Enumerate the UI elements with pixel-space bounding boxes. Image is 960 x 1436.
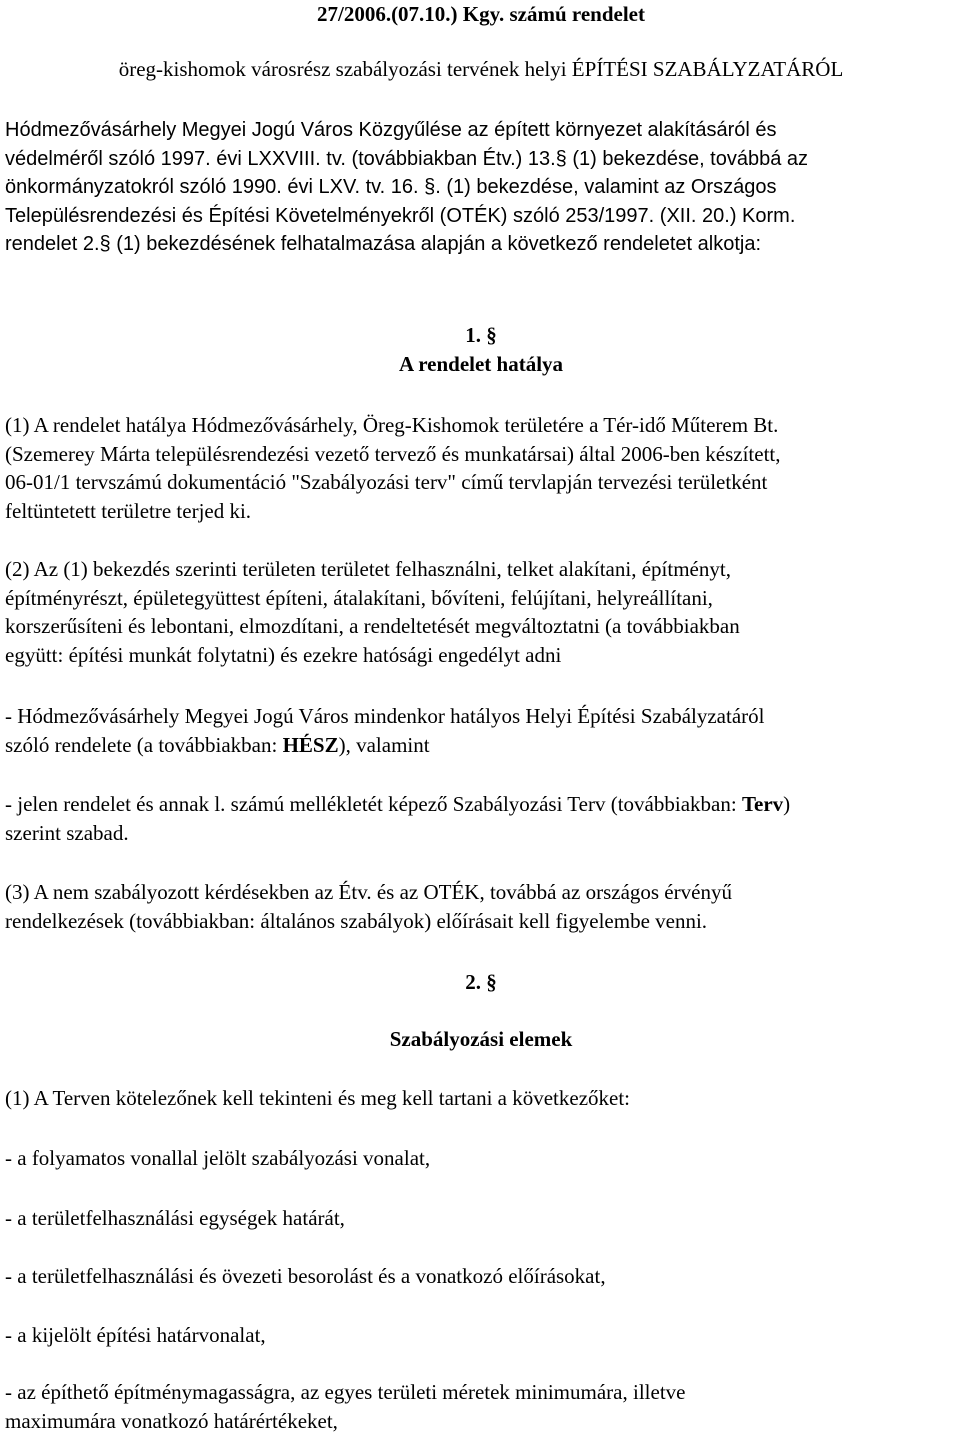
intro-line: Településrendezési és Építési Követelményekről (OTÉK) szóló 253/1997. (XII. 20.) Korm.	[5, 204, 796, 227]
section-1-heading: A rendelet hatálya	[398, 352, 564, 376]
section-1-dash-item-1	[5, 702, 957, 759]
text-line: együtt: építési munkát folytatni) és ezekre hatósági engedélyt adni	[5, 642, 562, 667]
text-line	[5, 731, 957, 760]
section-1-dash-item-2	[5, 790, 957, 847]
text-line: (1) A rendelet hatálya Hódmezővásárhely, Öreg-Kishomok területére a Tér-idő Műterem Bt.	[5, 413, 779, 437]
terv-abbreviation: Terv	[741, 792, 784, 816]
text-line: - Hódmezővásárhely Megyei Jogú Város mindenkor hatályos Helyi Építési Szabályzatáról	[5, 704, 765, 728]
text-fragment: - jelen rendelet és annak l. számú mellékletét képező Szabályozási Terv (továbbiakban:	[5, 792, 742, 816]
hesz-abbreviation: HÉSZ	[282, 732, 339, 757]
text-fragment: szóló rendelete (a továbbiakban:	[5, 732, 283, 757]
text-line: - az építhető építménymagasságra, az egyes területi méretek minimumára, illetve	[5, 1380, 686, 1404]
section-2-number: 2. §	[465, 970, 497, 994]
intro-line: önkormányzatokról szóló 1990. évi LXV. tv. 16. §. (1) bekezdése, valamint az Országos	[5, 176, 777, 198]
document-title: 27/2006.(07.10.) Kgy. számú rendelet	[316, 2, 645, 26]
text-line: építményrészt, épületegyüttest építeni, átalakítani, bővíteni, felújítani, helyreállítani,	[5, 585, 713, 610]
text-line: korszerűsíteni és lebontani, elmozdítani, a rendeltetését megváltoztatni (a továbbiakban	[5, 614, 740, 638]
text-line: feltüntetett területre terjed ki.	[5, 498, 252, 523]
intro-line: rendelet 2.§ (1) bekezdésének felhatalmazása alapján a következő rendeletet alkotja:	[5, 233, 762, 255]
section-1-paragraph-3	[5, 878, 957, 935]
list-item: - a területfelhasználási egységek határát,	[5, 1206, 345, 1230]
text-fragment: )	[783, 792, 791, 816]
intro-line: Hódmezővásárhely Megyei Jogú Város Közgyűlése az épített környezet alakításáról és	[5, 119, 777, 141]
text-line: szerint szabad.	[5, 820, 129, 845]
text-line: rendelkezések (továbbiakban: általános szabályok) előírásait kell figyelembe venni.	[5, 908, 708, 933]
intro-line: védelméről szóló 1997. évi LXXVIII. tv. (továbbiakban Étv.) 13.§ (1) bekezdése, továbbá az	[5, 147, 809, 170]
section-1-number: 1. §	[465, 323, 497, 347]
text-line: (2) Az (1) bekezdés szerinti területen területet felhasználni, telket alakítani, építményt,	[5, 557, 731, 581]
list-item: - a folyamatos vonallal jelölt szabályozási vonalat,	[5, 1146, 431, 1170]
text-fragment: ), valamint	[338, 732, 430, 757]
list-item	[5, 1378, 957, 1435]
intro-paragraph	[5, 116, 957, 259]
section-2-heading: Szabályozási elemek	[389, 1027, 573, 1051]
text-line	[5, 790, 957, 819]
section-1-paragraph-2	[5, 555, 957, 669]
list-item: - a területfelhasználási és övezeti besorolást és a vonatkozó előírásokat,	[5, 1264, 606, 1288]
text-line: 06-01/1 tervszámú dokumentáció "Szabályozási terv" című tervlapján tervezési területként	[5, 470, 768, 494]
section-1-paragraph-1	[5, 411, 957, 525]
text-line: maximumára vonatkozó határértékeket,	[5, 1408, 338, 1433]
text-line: (3) A nem szabályozott kérdésekben az Étv. és az OTÉK, továbbá az országos érvényű	[5, 880, 732, 904]
text-line: (Szemerey Márta településrendezési vezető tervező és munkatársai) által 2006-ben készített,	[5, 441, 781, 466]
list-item: - a kijelölt építési határvonalat,	[5, 1323, 266, 1347]
document-subtitle: öreg-kishomok városrész szabályozási tervének helyi ÉPÍTÉSI SZABÁLYZATÁRÓL	[118, 57, 844, 81]
section-2-paragraph-1: (1) A Terven kötelezőnek kell tekinteni és meg kell tartani a következőket:	[5, 1086, 631, 1110]
